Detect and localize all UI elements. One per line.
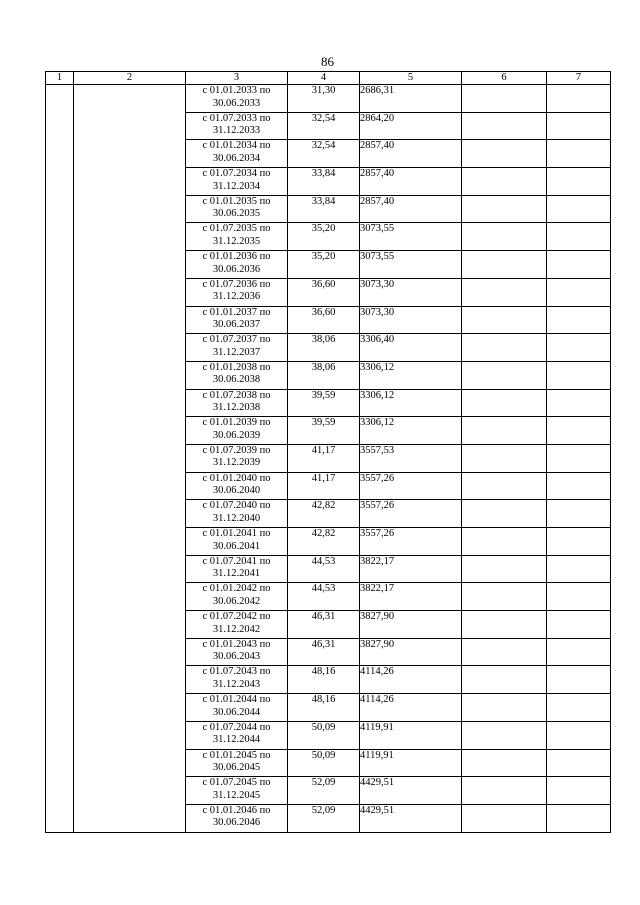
value-cell-col5: 3827,90	[360, 638, 462, 666]
period-cell: с 01.01.2043 по 30.06.2043	[186, 638, 288, 666]
value-cell-col5: 2864,20	[360, 112, 462, 140]
period-cell: с 01.01.2042 по 30.06.2042	[186, 583, 288, 611]
value-cell-col5: 3073,30	[360, 278, 462, 306]
empty-cell-col7	[547, 638, 611, 666]
empty-cell-col7	[547, 417, 611, 445]
empty-cell-col7	[547, 611, 611, 639]
value-cell-col5: 4429,51	[360, 804, 462, 832]
value-cell-col4: 38,06	[288, 334, 360, 362]
empty-cell-col7	[547, 528, 611, 556]
column-header: 1	[46, 72, 74, 85]
tariff-table	[45, 71, 611, 833]
column-header: 7	[547, 72, 611, 85]
value-cell-col4: 32,54	[288, 112, 360, 140]
value-cell-col5: 2686,31	[360, 85, 462, 113]
period-cell: с 01.01.2039 по 30.06.2039	[186, 417, 288, 445]
empty-cell-col7	[547, 251, 611, 279]
period-cell: с 01.07.2036 по 31.12.2036	[186, 278, 288, 306]
value-cell-col4: 33,84	[288, 168, 360, 196]
column-header: 5	[360, 72, 462, 85]
value-cell-col5: 3827,90	[360, 611, 462, 639]
header-row	[46, 72, 611, 85]
period-cell: с 01.01.2045 по 30.06.2045	[186, 749, 288, 777]
value-cell-col5: 3822,17	[360, 583, 462, 611]
column-header: 2	[74, 72, 186, 85]
empty-cell-col6	[462, 334, 547, 362]
empty-cell-col6	[462, 306, 547, 334]
empty-cell-col7	[547, 444, 611, 472]
empty-cell-col7	[547, 306, 611, 334]
period-cell: с 01.01.2036 по 30.06.2036	[186, 251, 288, 279]
value-cell-col4: 50,09	[288, 721, 360, 749]
value-cell-col4: 31,30	[288, 85, 360, 113]
merged-cell-col1	[46, 85, 74, 833]
column-header: 4	[288, 72, 360, 85]
empty-cell-col7	[547, 278, 611, 306]
empty-cell-col6	[462, 444, 547, 472]
value-cell-col5: 3306,12	[360, 417, 462, 445]
value-cell-col5: 3073,30	[360, 306, 462, 334]
value-cell-col5: 3557,26	[360, 472, 462, 500]
period-cell: с 01.07.2034 по 31.12.2034	[186, 168, 288, 196]
empty-cell-col6	[462, 777, 547, 805]
empty-cell-col7	[547, 583, 611, 611]
empty-cell-col6	[462, 112, 547, 140]
period-cell: с 01.01.2040 по 30.06.2040	[186, 472, 288, 500]
value-cell-col5: 4114,26	[360, 666, 462, 694]
value-cell-col4: 48,16	[288, 666, 360, 694]
value-cell-col4: 38,06	[288, 361, 360, 389]
period-cell: с 01.01.2034 по 30.06.2034	[186, 140, 288, 168]
value-cell-col4: 50,09	[288, 749, 360, 777]
value-cell-col5: 4429,51	[360, 777, 462, 805]
period-cell: с 01.07.2033 по 31.12.2033	[186, 112, 288, 140]
value-cell-col5: 4114,26	[360, 694, 462, 722]
period-cell: с 01.01.2046 по 30.06.2046	[186, 804, 288, 832]
period-cell: с 01.01.2038 по 30.06.2038	[186, 361, 288, 389]
value-cell-col4: 35,20	[288, 223, 360, 251]
value-cell-col4: 35,20	[288, 251, 360, 279]
period-cell: с 01.07.2039 по 31.12.2039	[186, 444, 288, 472]
period-cell: с 01.07.2045 по 31.12.2045	[186, 777, 288, 805]
empty-cell-col7	[547, 223, 611, 251]
period-cell: с 01.07.2042 по 31.12.2042	[186, 611, 288, 639]
value-cell-col4: 36,60	[288, 278, 360, 306]
value-cell-col5: 4119,91	[360, 721, 462, 749]
empty-cell-col6	[462, 611, 547, 639]
empty-cell-col6	[462, 251, 547, 279]
empty-cell-col7	[547, 694, 611, 722]
value-cell-col4: 32,54	[288, 140, 360, 168]
merged-cell-col2	[74, 85, 186, 833]
value-cell-col4: 42,82	[288, 528, 360, 556]
value-cell-col5: 3306,12	[360, 361, 462, 389]
empty-cell-col7	[547, 334, 611, 362]
period-cell: с 01.07.2040 по 31.12.2040	[186, 500, 288, 528]
period-cell: с 01.01.2037 по 30.06.2037	[186, 306, 288, 334]
empty-cell-col7	[547, 555, 611, 583]
empty-cell-col6	[462, 721, 547, 749]
value-cell-col4: 39,59	[288, 389, 360, 417]
empty-cell-col6	[462, 417, 547, 445]
empty-cell-col6	[462, 361, 547, 389]
empty-cell-col6	[462, 389, 547, 417]
value-cell-col5: 3306,12	[360, 389, 462, 417]
value-cell-col4: 46,31	[288, 638, 360, 666]
empty-cell-col6	[462, 472, 547, 500]
empty-cell-col7	[547, 666, 611, 694]
empty-cell-col7	[547, 721, 611, 749]
value-cell-col5: 3822,17	[360, 555, 462, 583]
empty-cell-col7	[547, 472, 611, 500]
value-cell-col4: 48,16	[288, 694, 360, 722]
empty-cell-col6	[462, 85, 547, 113]
empty-cell-col6	[462, 168, 547, 196]
column-header: 6	[462, 72, 547, 85]
empty-cell-col6	[462, 749, 547, 777]
empty-cell-col7	[547, 85, 611, 113]
period-cell: с 01.07.2044 по 31.12.2044	[186, 721, 288, 749]
empty-cell-col6	[462, 500, 547, 528]
empty-cell-col7	[547, 500, 611, 528]
value-cell-col5: 4119,91	[360, 749, 462, 777]
column-header: 3	[186, 72, 288, 85]
empty-cell-col7	[547, 804, 611, 832]
value-cell-col5: 3557,26	[360, 500, 462, 528]
empty-cell-col7	[547, 195, 611, 223]
value-cell-col5: 3306,40	[360, 334, 462, 362]
period-cell: с 01.07.2041 по 31.12.2041	[186, 555, 288, 583]
value-cell-col4: 33,84	[288, 195, 360, 223]
empty-cell-col7	[547, 749, 611, 777]
value-cell-col5: 3557,53	[360, 444, 462, 472]
period-cell: с 01.07.2037 по 31.12.2037	[186, 334, 288, 362]
value-cell-col5: 3073,55	[360, 251, 462, 279]
empty-cell-col7	[547, 777, 611, 805]
empty-cell-col6	[462, 555, 547, 583]
empty-cell-col7	[547, 361, 611, 389]
empty-cell-col6	[462, 223, 547, 251]
empty-cell-col6	[462, 804, 547, 832]
value-cell-col4: 52,09	[288, 777, 360, 805]
period-cell: с 01.07.2038 по 31.12.2038	[186, 389, 288, 417]
value-cell-col4: 36,60	[288, 306, 360, 334]
period-cell: с 01.07.2043 по 31.12.2043	[186, 666, 288, 694]
empty-cell-col6	[462, 278, 547, 306]
empty-cell-col7	[547, 168, 611, 196]
value-cell-col5: 3557,26	[360, 528, 462, 556]
value-cell-col4: 42,82	[288, 500, 360, 528]
empty-cell-col7	[547, 112, 611, 140]
value-cell-col4: 41,17	[288, 444, 360, 472]
period-cell: с 01.07.2035 по 31.12.2035	[186, 223, 288, 251]
empty-cell-col6	[462, 666, 547, 694]
empty-cell-col6	[462, 140, 547, 168]
value-cell-col4: 46,31	[288, 611, 360, 639]
empty-cell-col6	[462, 638, 547, 666]
period-cell: с 01.01.2044 по 30.06.2044	[186, 694, 288, 722]
empty-cell-col6	[462, 583, 547, 611]
empty-cell-col6	[462, 195, 547, 223]
value-cell-col4: 44,53	[288, 555, 360, 583]
period-cell: с 01.01.2035 по 30.06.2035	[186, 195, 288, 223]
empty-cell-col7	[547, 389, 611, 417]
empty-cell-col7	[547, 140, 611, 168]
value-cell-col5: 2857,40	[360, 140, 462, 168]
period-cell: с 01.01.2041 по 30.06.2041	[186, 528, 288, 556]
value-cell-col5: 2857,40	[360, 168, 462, 196]
value-cell-col4: 52,09	[288, 804, 360, 832]
empty-cell-col6	[462, 694, 547, 722]
table-row	[46, 85, 611, 113]
value-cell-col4: 44,53	[288, 583, 360, 611]
value-cell-col5: 2857,40	[360, 195, 462, 223]
value-cell-col4: 41,17	[288, 472, 360, 500]
value-cell-col5: 3073,55	[360, 223, 462, 251]
value-cell-col4: 39,59	[288, 417, 360, 445]
period-cell: с 01.01.2033 по 30.06.2033	[186, 85, 288, 113]
empty-cell-col6	[462, 528, 547, 556]
page-number: 86	[321, 54, 334, 69]
